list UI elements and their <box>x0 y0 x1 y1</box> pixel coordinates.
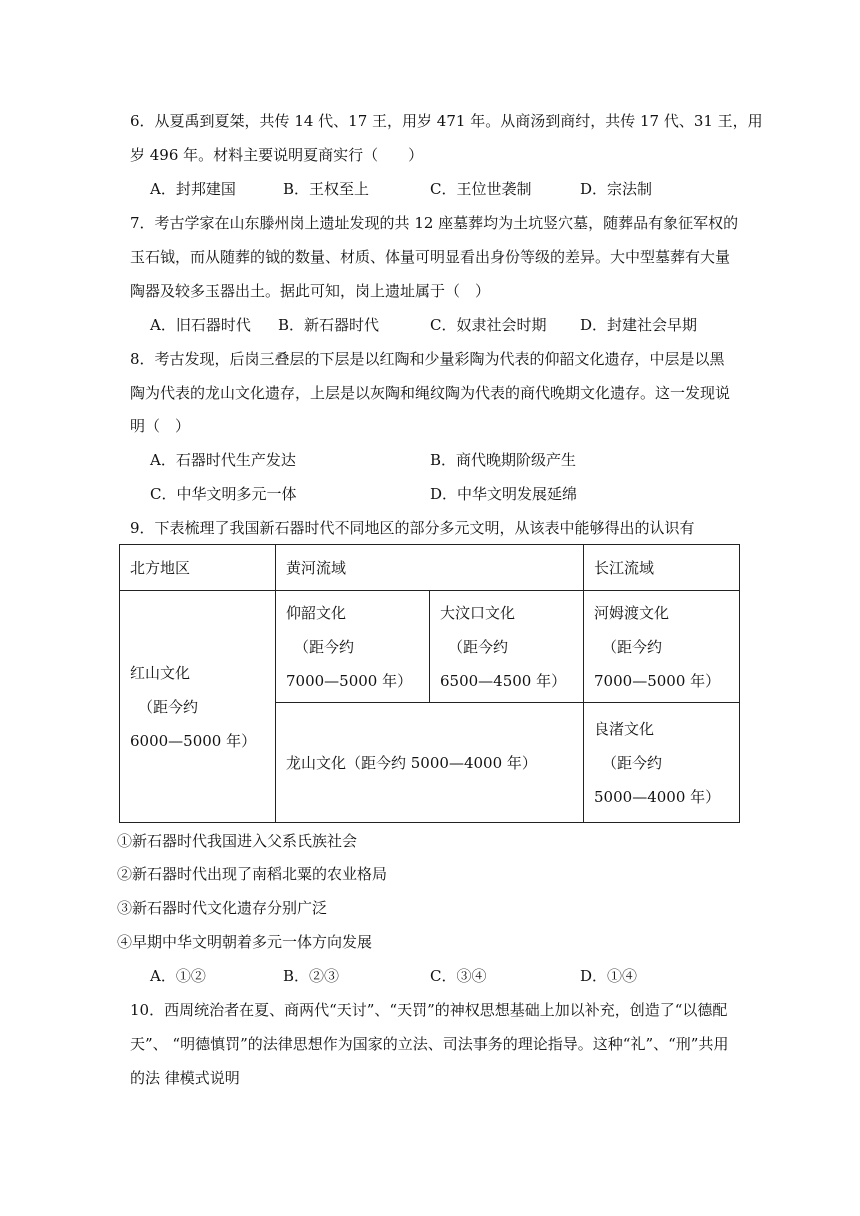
cell-dawenkou <box>430 591 584 703</box>
q7-option-c: C．奴隶社会时期 <box>430 316 547 334</box>
yangshao-label: （距今约 <box>294 637 355 656</box>
q9-statement-3: ③新石器时代文化遗存分别广泛 <box>117 899 328 917</box>
q7-option-d: D．封建社会早期 <box>580 316 698 334</box>
q7-option-b: B．新石器时代 <box>278 316 380 334</box>
q7-stem-line2: 玉石钺，而从随葬的钺的数量、材质、体量可明显看出身份等级的差异。大中型墓葬有大量 <box>130 248 731 266</box>
dawenkou-label: （距今约 <box>448 637 509 656</box>
q7-stem-line3: 陶器及较多玉器出土。据此可知，岗上遗址属于（ ） <box>130 282 491 300</box>
q8-option-c: C．中华文明多元一体 <box>150 485 297 503</box>
q10-stem-line1: 10．西周统治者在夏、商两代“天讨”、“天罚”的神权思想基础上加以补充，创造了“以德配 <box>130 1001 728 1019</box>
q7-stem-line1: 7．考古学家在山东滕州岗上遗址发现的共 12 座墓葬均为土坑竖穴墓，随葬品有象征军权的 <box>130 214 739 232</box>
q8-stem-line1: 8．考古发现，后岗三叠层的下层是以红陶和少量彩陶为代表的仰韶文化遗存，中层是以黑 <box>130 350 725 368</box>
q9-option-d: D．①④ <box>580 967 638 985</box>
q6-option-b: B．王权至上 <box>283 180 370 198</box>
q6-option-a: A．封邦建国 <box>150 180 236 198</box>
q8-stem-line2: 陶为代表的龙山文化遗存，上层是以灰陶和绳纹陶为代表的商代晚期文化遗存。这一发现说 <box>130 384 731 402</box>
q6-option-c: C．王位世袭制 <box>430 180 532 198</box>
q9-stem: 9．下表梳理了我国新石器时代不同地区的部分多元文明，从该表中能够得出的认识有 <box>130 519 695 537</box>
q8-option-d: D．中华文明发展延绵 <box>430 485 578 503</box>
cell-liangzhu <box>584 703 740 823</box>
q6-stem-line1: 6．从夏禹到夏桀，共传 14 代、17 王，用岁 471 年。从商汤到商纣，共传 17 代、31 王，用 <box>130 112 763 130</box>
q7-option-a: A．旧石器时代 <box>150 316 251 334</box>
q6-option-d: D．宗法制 <box>580 180 653 198</box>
hemudu-label: （距今约 <box>602 637 663 656</box>
q9-option-b: B．②③ <box>283 967 340 985</box>
yangshao-name: 仰韶文化 <box>286 603 347 622</box>
dawenkou-years: 6500—4500 年） <box>440 671 567 690</box>
hongshan-label: （距今约 <box>138 697 199 716</box>
q9-statement-1: ①新石器时代我国进入父系氏族社会 <box>117 832 358 850</box>
hemudu-name: 河姆渡文化 <box>594 603 670 622</box>
q9-statement-2: ②新石器时代出现了南稻北粟的农业格局 <box>117 865 388 883</box>
header-yellow-river: 黄河流域 <box>276 545 584 591</box>
q6-stem-line2: 岁 496 年。材料主要说明夏商实行（ ） <box>130 146 424 164</box>
dawenkou-name: 大汶口文化 <box>440 603 516 622</box>
q9-option-c: C．③④ <box>430 967 487 985</box>
q10-stem-line3: 的法 律模式说明 <box>130 1069 240 1087</box>
liangzhu-years: 5000—4000 年） <box>594 787 721 806</box>
table-row <box>120 591 740 703</box>
culture-table <box>119 544 740 823</box>
cell-longshan: 龙山文化（距今约 5000—4000 年） <box>276 703 584 823</box>
q8-stem-line3: 明（ ） <box>130 417 191 435</box>
hemudu-years: 7000—5000 年） <box>594 671 721 690</box>
hongshan-years: 6000—5000 年） <box>130 731 257 750</box>
cell-hemudu <box>584 591 740 703</box>
q9-option-a: A．①② <box>150 967 206 985</box>
q8-option-a: A．石器时代生产发达 <box>150 451 296 469</box>
cell-yangshao <box>276 591 430 703</box>
table-header-row <box>120 545 740 591</box>
yangshao-years: 7000—5000 年） <box>286 671 413 690</box>
liangzhu-label: （距今约 <box>602 753 663 772</box>
header-yangtze: 长江流域 <box>584 545 740 591</box>
header-north: 北方地区 <box>120 545 276 591</box>
liangzhu-name: 良渚文化 <box>594 719 655 738</box>
cell-hongshan <box>120 591 276 823</box>
q10-stem-line2: 天”、 “明德慎罚”的法律思想作为国家的立法、司法事务的理论指导。这种“礼”、“刑”共用 <box>130 1035 729 1053</box>
q9-statement-4: ④早期中华文明朝着多元一体方向发展 <box>117 933 373 951</box>
hongshan-name: 红山文化 <box>130 663 191 682</box>
q8-option-b: B．商代晚期阶级产生 <box>430 451 577 469</box>
